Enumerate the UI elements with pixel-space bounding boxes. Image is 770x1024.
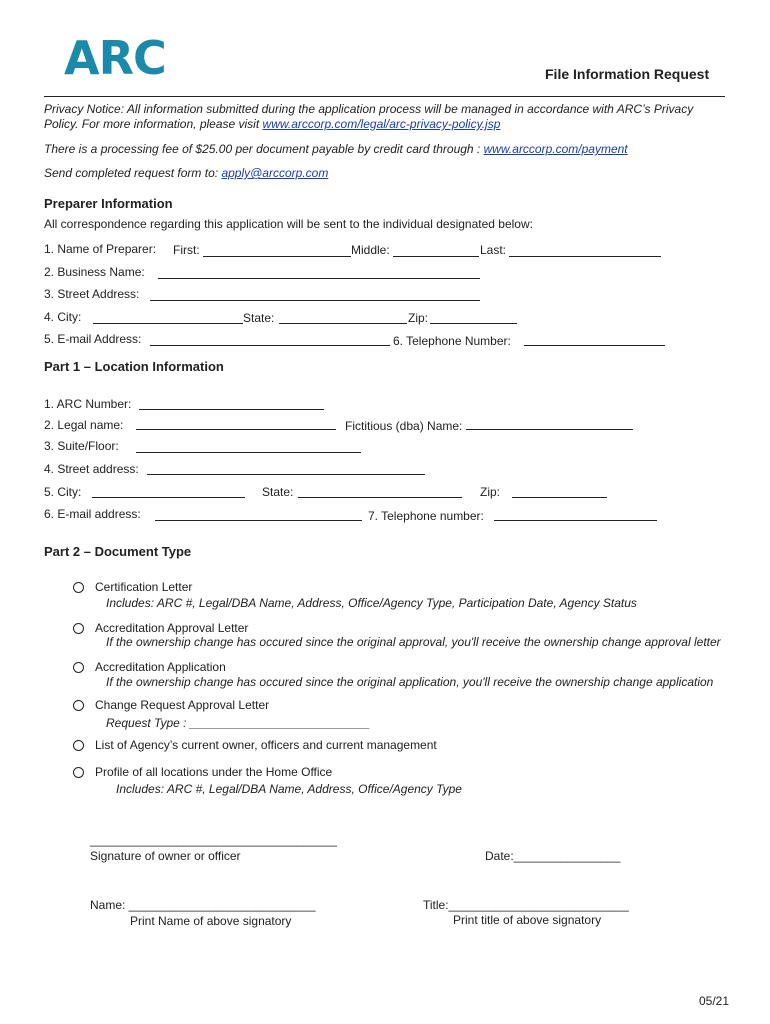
location-zip-label: Zip: <box>480 485 501 499</box>
preparer-email-field[interactable] <box>150 331 390 345</box>
location-street-field[interactable] <box>147 461 425 475</box>
preparer-state-field[interactable] <box>279 309 407 323</box>
print-name-caption: Print Name of above signatory <box>130 914 292 928</box>
location-street-label: 4. Street address: <box>44 462 139 476</box>
preparer-email-label: 5. E-mail Address: <box>44 332 142 346</box>
location-profile-note: Includes: ARC #, Legal/DBA Name, Address, Office/Agency Type <box>116 782 462 796</box>
dba-name-field[interactable] <box>466 416 633 430</box>
part1-heading: Part 1 – Location Information <box>44 359 224 374</box>
street-address-line <box>150 300 480 301</box>
location-profile-label: Profile of all locations under the Home Office <box>95 765 333 779</box>
legal-name-line <box>136 429 336 430</box>
dba-name-label: Fictitious (dba) Name: <box>345 419 463 433</box>
location-city-label: 5. City: <box>44 485 82 499</box>
business-name-field[interactable] <box>158 264 480 278</box>
location-phone-label: 7. Telephone number: <box>368 509 484 523</box>
accreditation-approval-note: If the ownership change has occured since the original approval, you'll receive the ownership change approval letter <box>106 635 721 649</box>
suite-floor-line <box>136 452 361 453</box>
date-field[interactable]: Date:________________ <box>485 849 621 863</box>
street-address-field[interactable] <box>150 286 480 300</box>
location-zip-line <box>512 497 607 498</box>
form-version: 05/21 <box>699 994 730 1008</box>
certification-letter-note: Includes: ARC #, Legal/DBA Name, Address, Office/Agency Type, Participation Date, Agency Status <box>106 596 637 610</box>
preparer-city-label: 4. City: <box>44 310 82 324</box>
fee-notice <box>44 142 628 156</box>
request-type-field[interactable]: Request Type : ___________________________ <box>106 716 371 730</box>
accreditation-approval-label: Accreditation Approval Letter <box>95 621 249 635</box>
preparer-name-label: 1. Name of Preparer: <box>44 242 157 256</box>
signature-label: Signature of owner or officer <box>90 849 241 863</box>
preparer-phone-label: 6. Telephone Number: <box>393 334 511 348</box>
certification-letter-label: Certification Letter <box>95 580 193 594</box>
preparer-last-name-line <box>509 256 661 257</box>
location-city-line <box>92 497 245 498</box>
apply-email-link[interactable]: apply@arccorp.com <box>221 166 329 180</box>
fee-notice-text: There is a processing fee of $25.00 per document payable by credit card through : <box>44 142 484 156</box>
title-rule <box>44 96 725 97</box>
agency-management-list-label: List of Agency’s current owner, officers and current management <box>95 738 437 752</box>
preparer-middle-name-field[interactable] <box>393 242 479 256</box>
first-name-label: First: <box>173 243 200 257</box>
privacy-policy-link[interactable]: www.arccorp.com/legal/arc-privacy-policy.jsp <box>262 117 501 131</box>
location-phone-field[interactable] <box>494 506 657 520</box>
location-street-line <box>147 474 425 475</box>
preparer-state-label: State: <box>243 311 275 325</box>
business-name-label: 2. Business Name: <box>44 265 145 279</box>
part2-heading: Part 2 – Document Type <box>44 544 192 559</box>
preparer-first-name-line <box>203 256 351 257</box>
preparer-heading: Preparer Information <box>44 196 173 211</box>
location-zip-field[interactable] <box>512 483 607 497</box>
preparer-state-line <box>279 323 407 324</box>
signature-line[interactable]: _____________________________________ <box>90 833 337 847</box>
last-name-label: Last: <box>480 243 507 257</box>
certification-letter-radio[interactable] <box>73 582 84 593</box>
privacy-notice-text: Policy. For more information, please visit <box>44 117 263 131</box>
arc-number-field[interactable] <box>139 396 324 410</box>
preparer-intro: All correspondence regarding this application will be sent to the individual designated below: <box>44 217 533 231</box>
arc-number-label: 1. ARC Number: <box>44 397 132 411</box>
privacy-notice-line1: Privacy Notice: All information submitted during the application process will be managed in accordance with ARC’s Privacy <box>44 102 694 116</box>
legal-name-field[interactable] <box>136 416 336 430</box>
suite-floor-label: 3. Suite/Floor: <box>44 439 119 453</box>
preparer-email-line <box>150 345 390 346</box>
arc-number-line <box>139 409 324 410</box>
form-title: File Information Request <box>545 66 710 82</box>
preparer-city-line <box>93 323 243 324</box>
send-notice <box>44 166 328 180</box>
preparer-zip-label: Zip: <box>408 311 429 325</box>
print-title-field[interactable]: Title:___________________________ <box>423 898 629 912</box>
legal-name-label: 2. Legal name: <box>44 418 124 432</box>
print-title-caption: Print title of above signatory <box>453 913 602 927</box>
preparer-zip-field[interactable] <box>430 309 517 323</box>
payment-link[interactable]: www.arccorp.com/payment <box>483 142 628 156</box>
suite-floor-field[interactable] <box>136 438 361 452</box>
location-profile-radio[interactable] <box>73 767 84 778</box>
dba-name-line <box>466 429 633 430</box>
send-notice-text: Send completed request form to: <box>44 166 222 180</box>
street-address-label: 3. Street Address: <box>44 287 140 301</box>
business-name-line <box>158 278 480 279</box>
preparer-city-field[interactable] <box>93 309 243 323</box>
preparer-zip-line <box>430 323 517 324</box>
arc-logo: ARC <box>64 31 166 85</box>
preparer-first-name-field[interactable] <box>203 242 351 256</box>
preparer-phone-field[interactable] <box>524 331 665 345</box>
location-phone-line <box>494 520 657 521</box>
agency-management-list-radio[interactable] <box>73 740 84 751</box>
location-email-line <box>155 520 362 521</box>
preparer-phone-line <box>524 345 665 346</box>
location-state-line <box>298 497 462 498</box>
change-request-radio[interactable] <box>73 700 84 711</box>
accreditation-approval-radio[interactable] <box>73 623 84 634</box>
location-email-label: 6. E-mail address: <box>44 507 141 521</box>
accreditation-application-radio[interactable] <box>73 662 84 673</box>
preparer-last-name-field[interactable] <box>509 242 661 256</box>
middle-name-label: Middle: <box>351 243 390 257</box>
accreditation-application-label: Accreditation Application <box>95 660 226 674</box>
location-email-field[interactable] <box>155 506 362 520</box>
preparer-middle-name-line <box>393 256 479 257</box>
location-state-label: State: <box>262 485 294 499</box>
location-state-field[interactable] <box>298 483 462 497</box>
print-name-field[interactable]: Name: ____________________________ <box>90 898 316 912</box>
privacy-notice-line2 <box>44 117 500 131</box>
change-request-label: Change Request Approval Letter <box>95 698 270 712</box>
location-city-field[interactable] <box>92 483 245 497</box>
accreditation-application-note: If the ownership change has occured since the original application, you'll receive the ownership change application <box>106 675 714 689</box>
